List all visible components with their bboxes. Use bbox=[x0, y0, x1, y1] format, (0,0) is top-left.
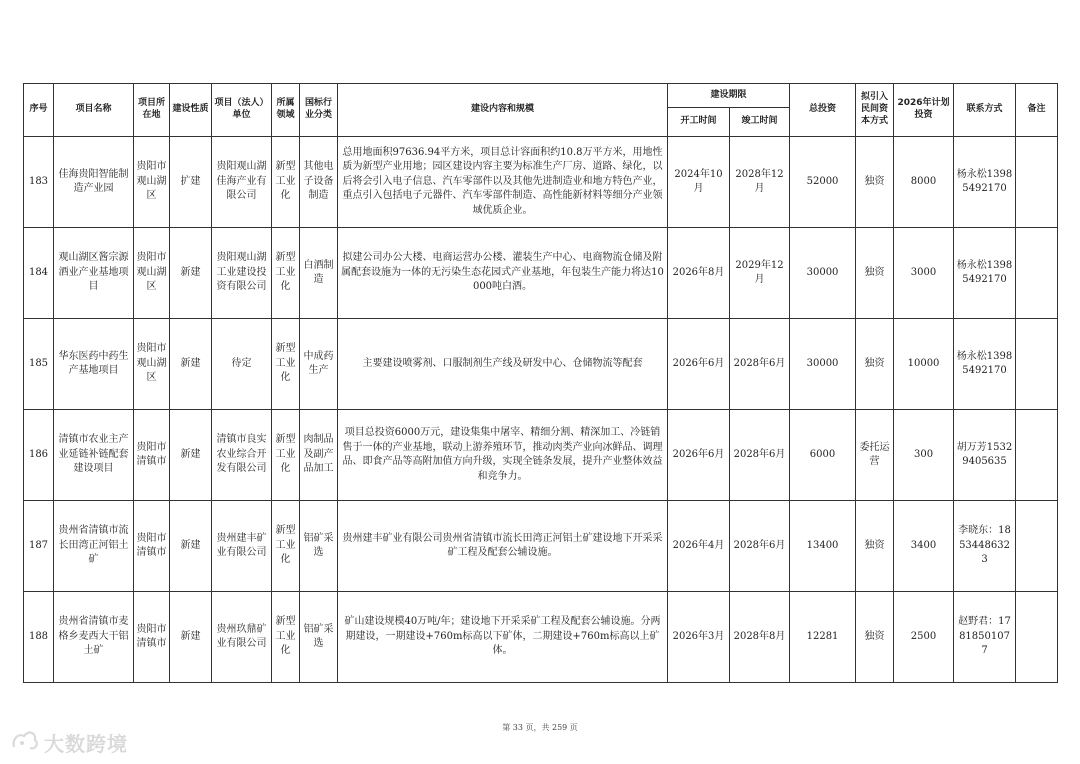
cell-name: 清镇市农业主产业延链补链配套建设项目 bbox=[54, 410, 134, 501]
cell-location: 贵阳市观山湖区 bbox=[134, 137, 170, 228]
cell-unit: 待定 bbox=[212, 319, 272, 410]
cell-content: 主要建设喷雾剂、口服制剂生产线及研发中心、仓储物流等配套 bbox=[338, 319, 668, 410]
cell-field: 新型工业化 bbox=[272, 319, 300, 410]
cell-remark bbox=[1016, 228, 1058, 319]
cell-name: 贵州省清镇市流长田湾正河铝土矿 bbox=[54, 501, 134, 592]
cell-content: 贵州建丰矿业有限公司贵州省清镇市流长田湾正河铝土矿建设地下开采采矿工程及配套公辅设施。 bbox=[338, 501, 668, 592]
cell-contact: 杨永松13985492170 bbox=[954, 228, 1016, 319]
header-row bbox=[24, 84, 1058, 108]
header-remark: 备注 bbox=[1016, 84, 1058, 137]
cell-end: 2028年8月 bbox=[730, 592, 790, 683]
header-attract: 拟引入民间资本方式 bbox=[856, 84, 894, 137]
cell-unit: 清镇市良实农业综合开发有限公司 bbox=[212, 410, 272, 501]
cell-unit: 贵阳观山湖佳海产业有限公司 bbox=[212, 137, 272, 228]
cell-contact: 赵野君：17818501077 bbox=[954, 592, 1016, 683]
header-name: 项目名称 bbox=[54, 84, 134, 137]
watermark-text: 大数跨境 bbox=[44, 731, 128, 756]
cell-name: 华东医药中药生产基地项目 bbox=[54, 319, 134, 410]
header-nature: 建设性质 bbox=[170, 84, 212, 137]
cell-industry: 铝矿采选 bbox=[300, 592, 338, 683]
cell-content: 矿山建设规模40万吨/年；建设地下开采采矿工程及配套公辅设施。分两期建设，一期建设+760m标高以下矿体，二期建设+760m标高以上矿体。 bbox=[338, 592, 668, 683]
cell-unit: 贵州建丰矿业有限公司 bbox=[212, 501, 272, 592]
header-end: 竣工时间 bbox=[730, 108, 790, 137]
cell-start: 2024年10月 bbox=[668, 137, 730, 228]
cell-unit: 贵阳观山湖工业建设投资有限公司 bbox=[212, 228, 272, 319]
cell-start: 2026年4月 bbox=[668, 501, 730, 592]
cell-plan2026: 3000 bbox=[894, 228, 954, 319]
cell-location: 贵阳市清镇市 bbox=[134, 592, 170, 683]
cell-contact: 杨永松13985492170 bbox=[954, 137, 1016, 228]
header-invest: 总投资 bbox=[790, 84, 856, 137]
cell-location: 贵阳市观山湖区 bbox=[134, 319, 170, 410]
cell-name: 观山湖区酱宗源酒业产业基地项目 bbox=[54, 228, 134, 319]
cell-seq: 186 bbox=[24, 410, 54, 501]
cell-nature: 新建 bbox=[170, 319, 212, 410]
cell-name: 佳海贵阳智能制造产业园 bbox=[54, 137, 134, 228]
cell-end: 2028年12月 bbox=[730, 137, 790, 228]
cell-industry: 中成药生产 bbox=[300, 319, 338, 410]
cell-attract: 独资 bbox=[856, 137, 894, 228]
cell-plan2026: 2500 bbox=[894, 592, 954, 683]
cell-nature: 新建 bbox=[170, 592, 212, 683]
cell-field: 新型工业化 bbox=[272, 501, 300, 592]
cell-start: 2026年6月 bbox=[668, 319, 730, 410]
cell-location: 贵阳市清镇市 bbox=[134, 501, 170, 592]
cell-invest: 30000 bbox=[790, 228, 856, 319]
cell-end: 2029年12月 bbox=[730, 228, 790, 319]
header-content: 建设内容和规模 bbox=[338, 84, 668, 137]
table-row bbox=[24, 501, 1058, 592]
header-contact: 联系方式 bbox=[954, 84, 1016, 137]
cell-industry: 肉制品及副产品加工 bbox=[300, 410, 338, 501]
cell-start: 2026年8月 bbox=[668, 228, 730, 319]
cell-seq: 184 bbox=[24, 228, 54, 319]
cell-field: 新型工业化 bbox=[272, 410, 300, 501]
cell-content: 拟建公司办公大楼、电商运营办公楼、灌装生产中心、电商物流仓储及附属配套设施为一体的无污染生态花园式产业基地，年包装生产能力将达10000吨白酒。 bbox=[338, 228, 668, 319]
cell-invest: 13400 bbox=[790, 501, 856, 592]
header-start: 开工时间 bbox=[668, 108, 730, 137]
cell-industry: 其他电子设备制造 bbox=[300, 137, 338, 228]
cell-attract: 独资 bbox=[856, 592, 894, 683]
cell-location: 贵阳市清镇市 bbox=[134, 410, 170, 501]
cell-nature: 新建 bbox=[170, 501, 212, 592]
cell-attract: 委托运营 bbox=[856, 410, 894, 501]
header-field: 所属领域 bbox=[272, 84, 300, 137]
cell-contact: 胡万芳15329405635 bbox=[954, 410, 1016, 501]
cell-remark bbox=[1016, 319, 1058, 410]
table-row bbox=[24, 319, 1058, 410]
cell-field: 新型工业化 bbox=[272, 592, 300, 683]
cell-name: 贵州省清镇市麦格乡麦西大干铝土矿 bbox=[54, 592, 134, 683]
header-period: 建设期限 bbox=[668, 84, 790, 108]
cell-seq: 183 bbox=[24, 137, 54, 228]
cell-contact: 杨永松13985492170 bbox=[954, 319, 1016, 410]
cell-attract: 独资 bbox=[856, 228, 894, 319]
cell-plan2026: 8000 bbox=[894, 137, 954, 228]
header-industry: 国标行业分类 bbox=[300, 84, 338, 137]
cell-remark bbox=[1016, 137, 1058, 228]
cell-invest: 12281 bbox=[790, 592, 856, 683]
cell-seq: 188 bbox=[24, 592, 54, 683]
cell-invest: 6000 bbox=[790, 410, 856, 501]
cell-unit: 贵州玖鼎矿业有限公司 bbox=[212, 592, 272, 683]
cell-content: 项目总投资6000万元，建设集集中屠宰、精细分割、精深加工、冷链销售于一体的产业基地，联动上游养殖环节，推动肉类产业向冰鲜品、调理品、即食产品等高附加值方向升级，实现全链条发展，提升产业整体效益和竞争力。 bbox=[338, 410, 668, 501]
cell-invest: 30000 bbox=[790, 319, 856, 410]
cell-seq: 187 bbox=[24, 501, 54, 592]
cell-remark bbox=[1016, 501, 1058, 592]
cell-nature: 扩建 bbox=[170, 137, 212, 228]
table-row bbox=[24, 228, 1058, 319]
watermark-logo-icon bbox=[10, 727, 40, 757]
cell-content: 总用地面积97636.94平方米，项目总计容面积约10.8万平方米，用地性质为新型产业用地；园区建设内容主要为标准生产厂房、道路、绿化，以后将会引入电子信息、汽车零部件以及其他先进制造业和地方特色产业，重点引入包括电子元器件、汽车零部件制造、高性能新材料等细分产业领域优质企业。 bbox=[338, 137, 668, 228]
cell-plan2026: 10000 bbox=[894, 319, 954, 410]
cell-nature: 新建 bbox=[170, 228, 212, 319]
cell-start: 2026年6月 bbox=[668, 410, 730, 501]
cell-field: 新型工业化 bbox=[272, 228, 300, 319]
cell-industry: 铝矿采选 bbox=[300, 501, 338, 592]
cell-attract: 独资 bbox=[856, 501, 894, 592]
cell-attract: 独资 bbox=[856, 319, 894, 410]
cell-industry: 白酒制造 bbox=[300, 228, 338, 319]
cell-end: 2028年6月 bbox=[730, 319, 790, 410]
header-unit: 项目（法人）单位 bbox=[212, 84, 272, 137]
cell-field: 新型工业化 bbox=[272, 137, 300, 228]
cell-remark bbox=[1016, 410, 1058, 501]
table-row bbox=[24, 137, 1058, 228]
cell-nature: 新建 bbox=[170, 410, 212, 501]
cell-remark bbox=[1016, 592, 1058, 683]
cell-contact: 李晓东：18534486323 bbox=[954, 501, 1016, 592]
cell-plan2026: 300 bbox=[894, 410, 954, 501]
cell-start: 2026年3月 bbox=[668, 592, 730, 683]
header-seq: 序号 bbox=[24, 84, 54, 137]
cell-end: 2028年6月 bbox=[730, 410, 790, 501]
watermark bbox=[10, 728, 128, 756]
cell-plan2026: 3400 bbox=[894, 501, 954, 592]
cell-location: 贵阳市观山湖区 bbox=[134, 228, 170, 319]
header-plan2026: 2026年计划投资 bbox=[894, 84, 954, 137]
table-row bbox=[24, 592, 1058, 683]
page-footer: 第 33 页，共 259 页 bbox=[502, 723, 578, 732]
cell-invest: 52000 bbox=[790, 137, 856, 228]
cell-seq: 185 bbox=[24, 319, 54, 410]
table-row bbox=[24, 410, 1058, 501]
header-location: 项目所在地 bbox=[134, 84, 170, 137]
cell-end: 2028年6月 bbox=[730, 501, 790, 592]
project-table bbox=[23, 83, 1058, 683]
